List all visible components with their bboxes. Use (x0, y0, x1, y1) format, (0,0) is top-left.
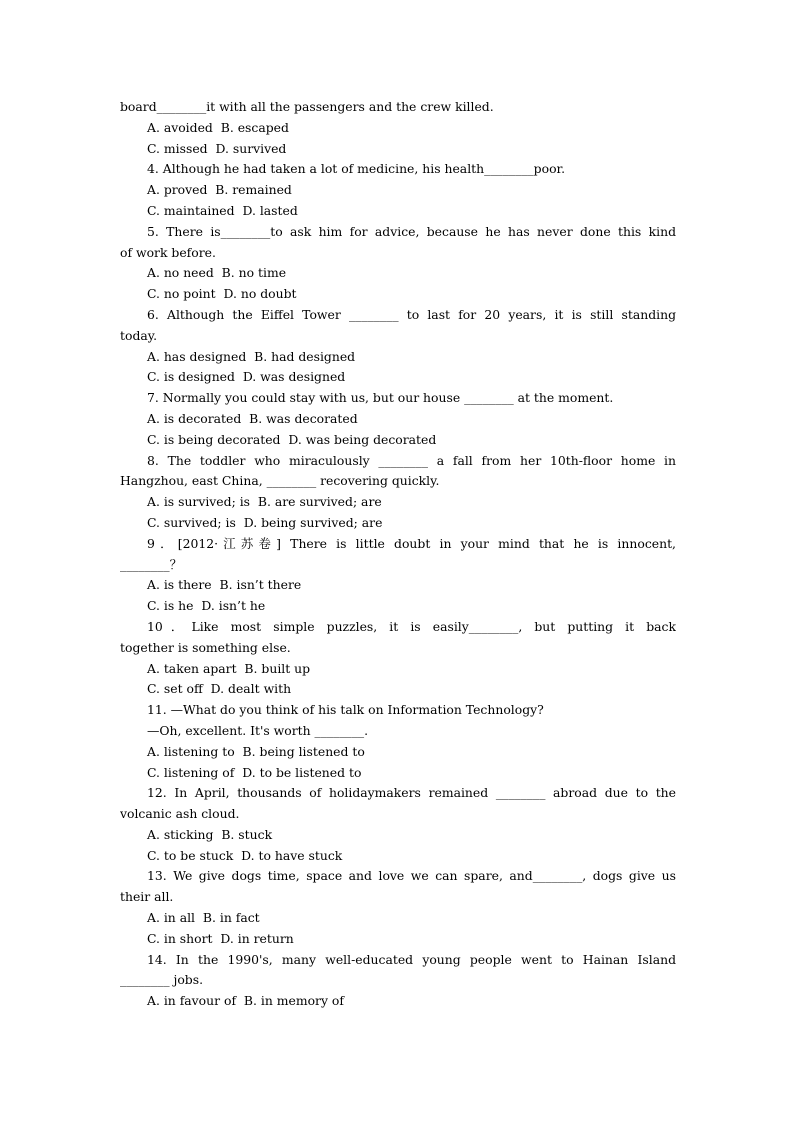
text-line: C. survived; is D. being survived; are (147, 514, 383, 530)
text-line: A. listening to B. being listened to (147, 743, 365, 759)
text-line: C. is he D. isn’t he (147, 598, 266, 614)
text-line: 6. Although the Eiffel Tower ________ to last for 20 years, it is still standing (147, 306, 676, 322)
text-line: A. is there B. isn’t there (147, 577, 302, 593)
text-line: C. no point D. no doubt (147, 286, 297, 302)
text-line: their all. (120, 889, 174, 905)
text-line: A. proved B. remained (147, 182, 292, 198)
text-line: 11. —What do you think of his talk on Information Technology? (147, 702, 544, 718)
text-line: A. has designed B. had designed (147, 348, 356, 364)
text-line: A. in favour of B. in memory of (147, 993, 344, 1009)
text-line: 5. There is________to ask him for advice, because he has never done this kind (147, 223, 676, 239)
text-line: together is something else. (120, 639, 291, 655)
document-page (120, 97, 676, 1012)
text-line: C. set off D. dealt with (147, 681, 292, 697)
text-line: —Oh, excellent. It's worth ________. (147, 722, 369, 738)
text-line: A. in all B. in fact (147, 910, 260, 926)
text-line: 7. Normally you could stay with us, but our house ________ at the moment. (147, 390, 614, 406)
text-line: 14. In the 1990's, many well-educated young people went to Hainan Island (147, 951, 676, 967)
text-line: C. is being decorated D. was being decorated (147, 431, 437, 447)
text-line: volcanic ash cloud. (120, 806, 240, 822)
text-line: of work before. (120, 244, 216, 260)
text-line: 12. In April, thousands of holidaymakers remained ________ abroad due to the (147, 785, 676, 801)
text-line: C. listening of D. to be listened to (147, 764, 362, 780)
text-line: A. no need B. no time (147, 265, 287, 281)
text-line: C. missed D. survived (147, 140, 287, 156)
text-line: C. maintained D. lasted (147, 202, 298, 218)
text-line: A. avoided B. escaped (147, 119, 289, 135)
text-line: A. is survived; is B. are survived; are (147, 494, 382, 510)
text-line: today. (120, 327, 158, 343)
text-line: C. in short D. in return (147, 930, 294, 946)
text-line: C. is designed D. was designed (147, 369, 346, 385)
text-line: 4. Although he had taken a lot of medicine, his health________poor. (147, 161, 566, 177)
text-line: A. taken apart B. built up (147, 660, 311, 676)
text-line: ________ jobs. (120, 972, 204, 988)
text-line: 10．Like most simple puzzles, it is easily________, but putting it back (147, 618, 676, 634)
text-line: 13. We give dogs time, space and love we can spare, and________, dogs give us (147, 868, 676, 884)
text-line: A. is decorated B. was decorated (147, 410, 358, 426)
text-line: 9．[2012·江苏卷] There is little doubt in your mind that he is innocent, (147, 535, 676, 551)
text-line: board________it with all the passengers and the crew killed. (120, 99, 494, 114)
text-line: C. to be stuck D. to have stuck (147, 847, 343, 863)
text-line: Hangzhou, east China, ________ recovering quickly. (120, 473, 440, 489)
text-line: ________？ (120, 556, 182, 572)
text-line: 8. The toddler who miraculously ________ a fall from her 10th-floor home in (147, 452, 676, 468)
text-line: A. sticking B. stuck (147, 826, 273, 842)
